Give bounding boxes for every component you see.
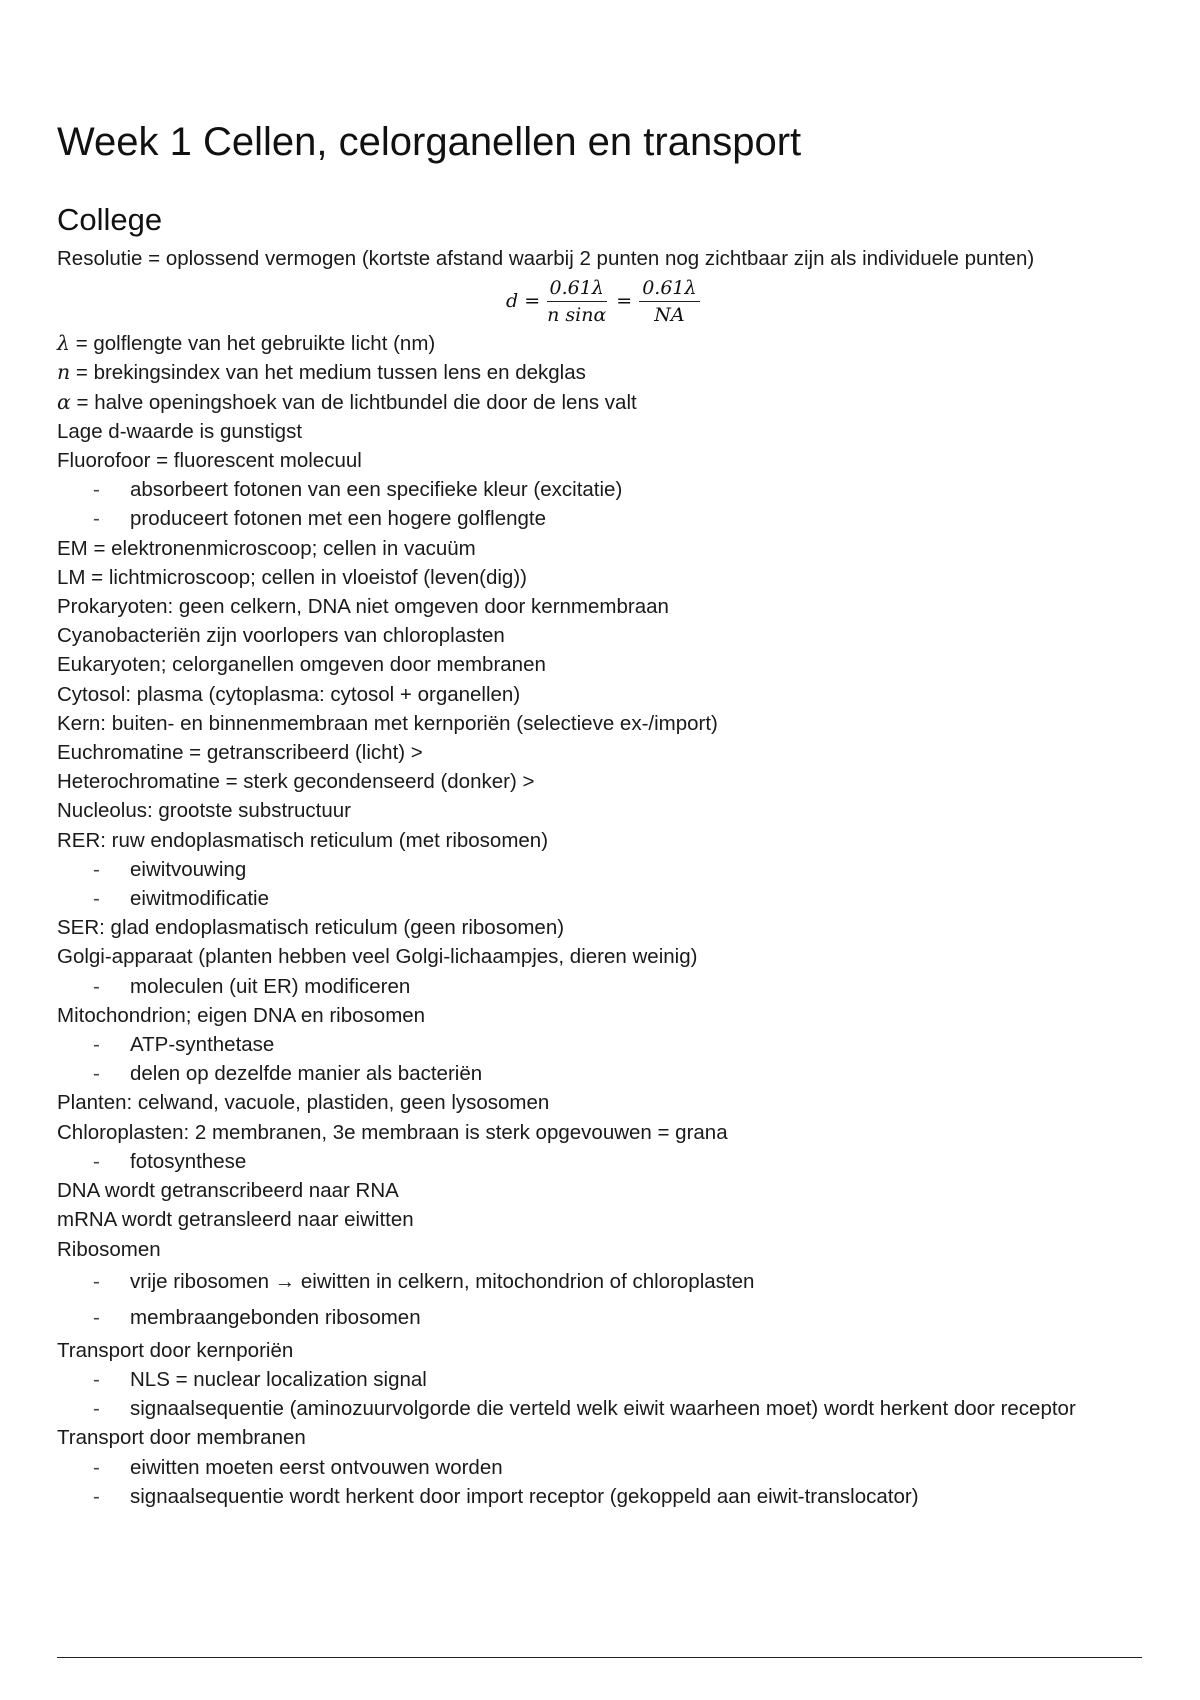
text-line: LM = lichtmicroscoop; cellen in vloeistof (leven(dig)) — [57, 565, 527, 589]
list-item: - produceert fotonen met een hogere golflengte — [57, 504, 1147, 533]
bullet-dash: - — [93, 478, 100, 502]
bullet-dash: - — [93, 1455, 100, 1479]
formula-frac1-denominator: n sinα — [547, 303, 607, 326]
resolution-formula — [57, 273, 1147, 329]
bullet-list — [57, 1264, 1147, 1336]
formula-frac2-numerator: 0.61λ — [639, 277, 699, 302]
text-line: Fluorofoor = fluorescent molecuul — [57, 449, 362, 473]
definition-text: = brekingsindex van het medium tussen lens en dekglas — [70, 361, 586, 385]
text-line: SER: glad endoplasmatisch reticulum (geen ribosomen) — [57, 916, 565, 940]
page-title: Week 1 Cellen, celorganellen en transport — [57, 120, 802, 164]
definition-alpha — [57, 388, 1147, 417]
text-line: Lage d-waarde is gunstigst — [57, 419, 303, 443]
text-line: Cytosol: plasma (cytoplasma: cytosol + organellen) — [57, 682, 521, 706]
definition-lambda — [57, 329, 1147, 358]
list-item: - signaalsequentie (aminozuurvolgorde die verteld welk eiwit waarheen moet) wordt herkent door receptor — [57, 1394, 1147, 1423]
text-line: Chloroplasten: 2 membranen, 3e membraan is sterk opgevouwen = grana — [57, 1120, 728, 1144]
bullet-list — [57, 1453, 1147, 1511]
list-item: - eiwitten moeten eerst ontvouwen worden — [57, 1453, 1147, 1482]
list-item: - membraangebonden ribosomen — [57, 1300, 1147, 1336]
formula-lhs: d = — [506, 290, 541, 313]
text-line: Transport door membranen — [57, 1426, 306, 1450]
bullet-dash: - — [93, 1269, 100, 1293]
text-line: DNA wordt getranscribeerd naar RNA — [57, 1179, 399, 1203]
text-line: Eukaryoten; celorganellen omgeven door membranen — [57, 653, 546, 677]
bullet-dash: - — [93, 1397, 100, 1421]
symbol-alpha: α — [57, 389, 71, 414]
symbol-n: n — [57, 360, 71, 385]
text-line: Prokaryoten: geen celkern, DNA niet omgeven door kernmembraan — [57, 595, 669, 619]
text-line: Planten: celwand, vacuole, plastiden, geen lysosomen — [57, 1091, 550, 1115]
text-line: Golgi-apparaat (planten hebben veel Golgi-lichaampjes, dieren weinig) — [57, 945, 698, 969]
list-item: - vrije ribosomen → eiwitten in celkern, mitochondrion of chloroplasten — [57, 1264, 1147, 1300]
bullet-dash: - — [93, 857, 100, 881]
document-content — [57, 118, 1147, 1511]
text-line: Euchromatine = getranscribeerd (licht) > — [57, 741, 423, 765]
formula-fraction-1 — [544, 277, 609, 326]
formula-equals: = — [616, 290, 633, 313]
resolution-definition: Resolutie = oplossend vermogen (kortste afstand waarbij 2 punten nog zichtbaar zijn als individuele punten) — [57, 247, 1035, 270]
text-line: EM = elektronenmicroscoop; cellen in vacuüm — [57, 536, 476, 560]
text-line: Cyanobacteriën zijn voorlopers van chloroplasten — [57, 624, 505, 648]
bullet-list — [57, 1030, 1147, 1088]
definition-text: = golflengte van het gebruikte licht (nm) — [70, 332, 436, 356]
bullet-dash: - — [93, 1149, 100, 1173]
bullet-list — [57, 1365, 1147, 1423]
text-line: RER: ruw endoplasmatisch reticulum (met ribosomen) — [57, 828, 549, 852]
bullet-dash: - — [93, 887, 100, 911]
section-heading: College — [57, 202, 163, 237]
footer-divider — [57, 1657, 1142, 1658]
list-item: - fotosynthese — [57, 1147, 1147, 1176]
list-item: - eiwitmodificatie — [57, 884, 1147, 913]
bullet-dash: - — [93, 1033, 100, 1057]
list-item: - delen op dezelfde manier als bacteriën — [57, 1059, 1147, 1088]
text-line: mRNA wordt getransleerd naar eiwitten — [57, 1208, 414, 1232]
text-line: Transport door kernporiën — [57, 1338, 294, 1362]
bullet-dash: - — [93, 974, 100, 998]
formula-fraction-2 — [639, 277, 699, 326]
bullet-list — [57, 972, 1147, 1001]
bullet-list — [57, 475, 1147, 533]
bullet-list — [57, 855, 1147, 913]
formula-frac2-denominator: NA — [654, 303, 685, 326]
text-line: Mitochondrion; eigen DNA en ribosomen — [57, 1003, 426, 1027]
text-line: Ribosomen — [57, 1237, 161, 1261]
bullet-dash: - — [93, 507, 100, 531]
list-item: - moleculen (uit ER) modificeren — [57, 972, 1147, 1001]
list-item: - signaalsequentie wordt herkent door import receptor (gekoppeld aan eiwit-translocator) — [57, 1482, 1147, 1511]
bullet-list — [57, 1147, 1147, 1176]
bullet-dash: - — [93, 1305, 100, 1329]
text-line: Heterochromatine = sterk gecondenseerd (donker) > — [57, 770, 535, 794]
bullet-dash: - — [93, 1367, 100, 1391]
list-item: - eiwitvouwing — [57, 855, 1147, 884]
text-line: Kern: buiten- en binnenmembraan met kernporiën (selectieve ex-/import) — [57, 711, 718, 735]
bullet-dash: - — [93, 1062, 100, 1086]
formula-frac1-numerator: 0.61λ — [547, 277, 607, 302]
text-line: Nucleolus: grootste substructuur — [57, 799, 351, 823]
bullet-dash: - — [93, 1484, 100, 1508]
list-item: - absorbeert fotonen van een specifieke kleur (excitatie) — [57, 475, 1147, 504]
symbol-lambda: λ — [57, 331, 70, 356]
definition-text: = halve openingshoek van de lichtbundel die door de lens valt — [70, 390, 637, 414]
list-item: - ATP-synthetase — [57, 1030, 1147, 1059]
list-item: - NLS = nuclear localization signal — [57, 1365, 1147, 1394]
definition-n — [57, 358, 1147, 387]
